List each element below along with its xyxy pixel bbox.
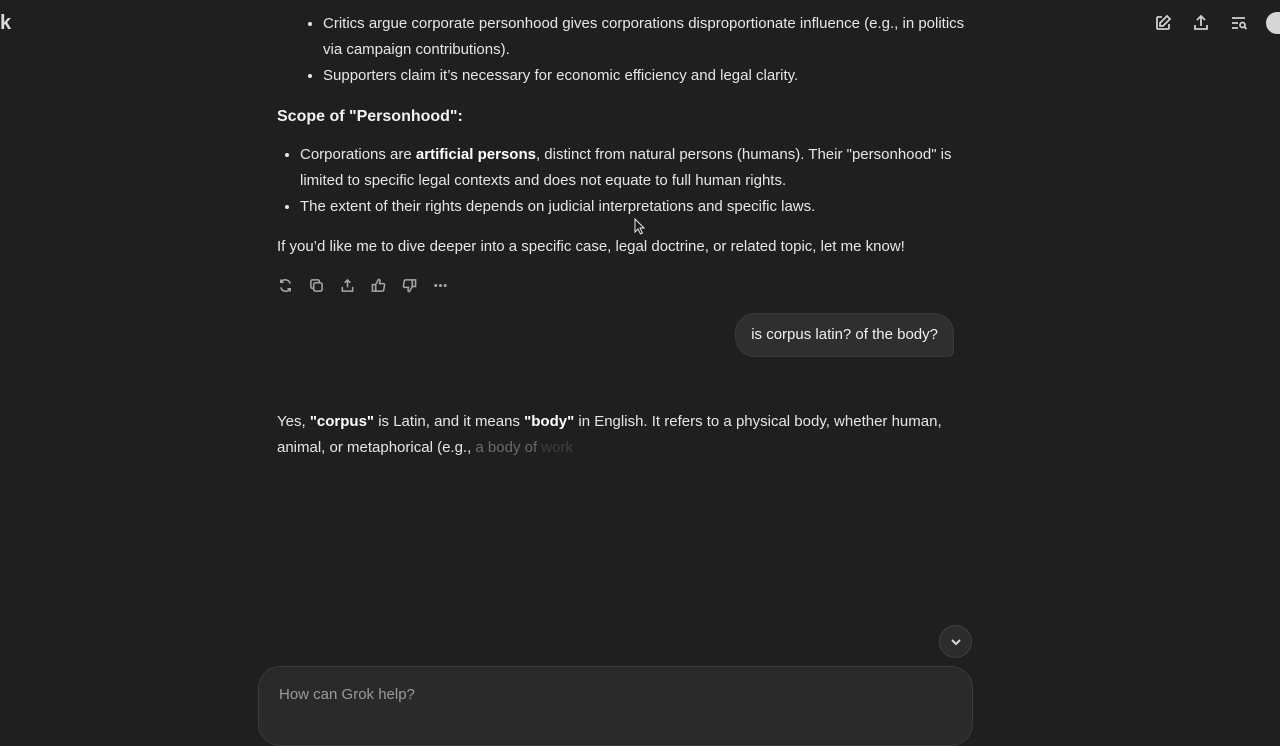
streaming-text: a body of (475, 439, 538, 456)
section-heading: Scope of "Personhood": (277, 108, 463, 125)
text-run: is Latin, and it means (374, 413, 525, 430)
bold-text: "body" (524, 413, 575, 430)
text-run: in English. It refers to a physical body, whether human, animal, or metaphorical (e.g., (277, 413, 942, 456)
streaming-answer (277, 409, 957, 461)
more-icon[interactable] (432, 277, 448, 293)
edit-icon[interactable] (1152, 12, 1174, 34)
bold-text: "corpus" (309, 413, 375, 430)
prompt-box[interactable] (258, 666, 973, 746)
text-run: Corporations are (300, 146, 416, 163)
streaming-text: work (537, 439, 573, 456)
bold-text: artificial persons (415, 146, 536, 163)
list-item: • Critics argue corporate personhood gives corporations disproportionate influence (e.g., in politics via campaign contributions). (323, 11, 980, 63)
list-item: • Supporters claim it’s necessary for economic efficiency and legal clarity. (323, 63, 980, 89)
response-actions (277, 277, 448, 293)
list-item (300, 142, 957, 194)
scroll-down-button[interactable] (939, 625, 972, 658)
thumbs-down-icon[interactable] (401, 277, 417, 293)
share-icon[interactable] (339, 277, 355, 293)
response-bullets-top (277, 11, 980, 89)
response-closing: If you’d like me to dive deeper into a specific case, legal doctrine, or related topic, let me know! (277, 238, 905, 255)
mouse-cursor-icon (634, 218, 646, 236)
list-item: • The extent of their rights depends on judicial interpretations and specific laws. (300, 194, 957, 220)
text-run: Yes, (277, 413, 310, 430)
chevron-down-icon (950, 636, 962, 648)
copy-icon[interactable] (308, 277, 324, 293)
logo-fragment: k (0, 12, 12, 34)
prompt-input[interactable] (277, 685, 881, 704)
top-actions (1152, 12, 1280, 34)
share-icon[interactable] (1190, 12, 1212, 34)
text-run: , distinct from natural persons (humans). Their "personhood" is limited to specific legal contexts and does not equate to full human rights. (300, 146, 952, 189)
avatar[interactable] (1266, 12, 1280, 34)
user-message-bubble: is corpus latin? of the body? (735, 313, 954, 357)
history-search-icon[interactable] (1228, 12, 1250, 34)
thumbs-up-icon[interactable] (370, 277, 386, 293)
regenerate-icon[interactable] (277, 277, 293, 293)
response-bullets-scope (277, 142, 957, 220)
